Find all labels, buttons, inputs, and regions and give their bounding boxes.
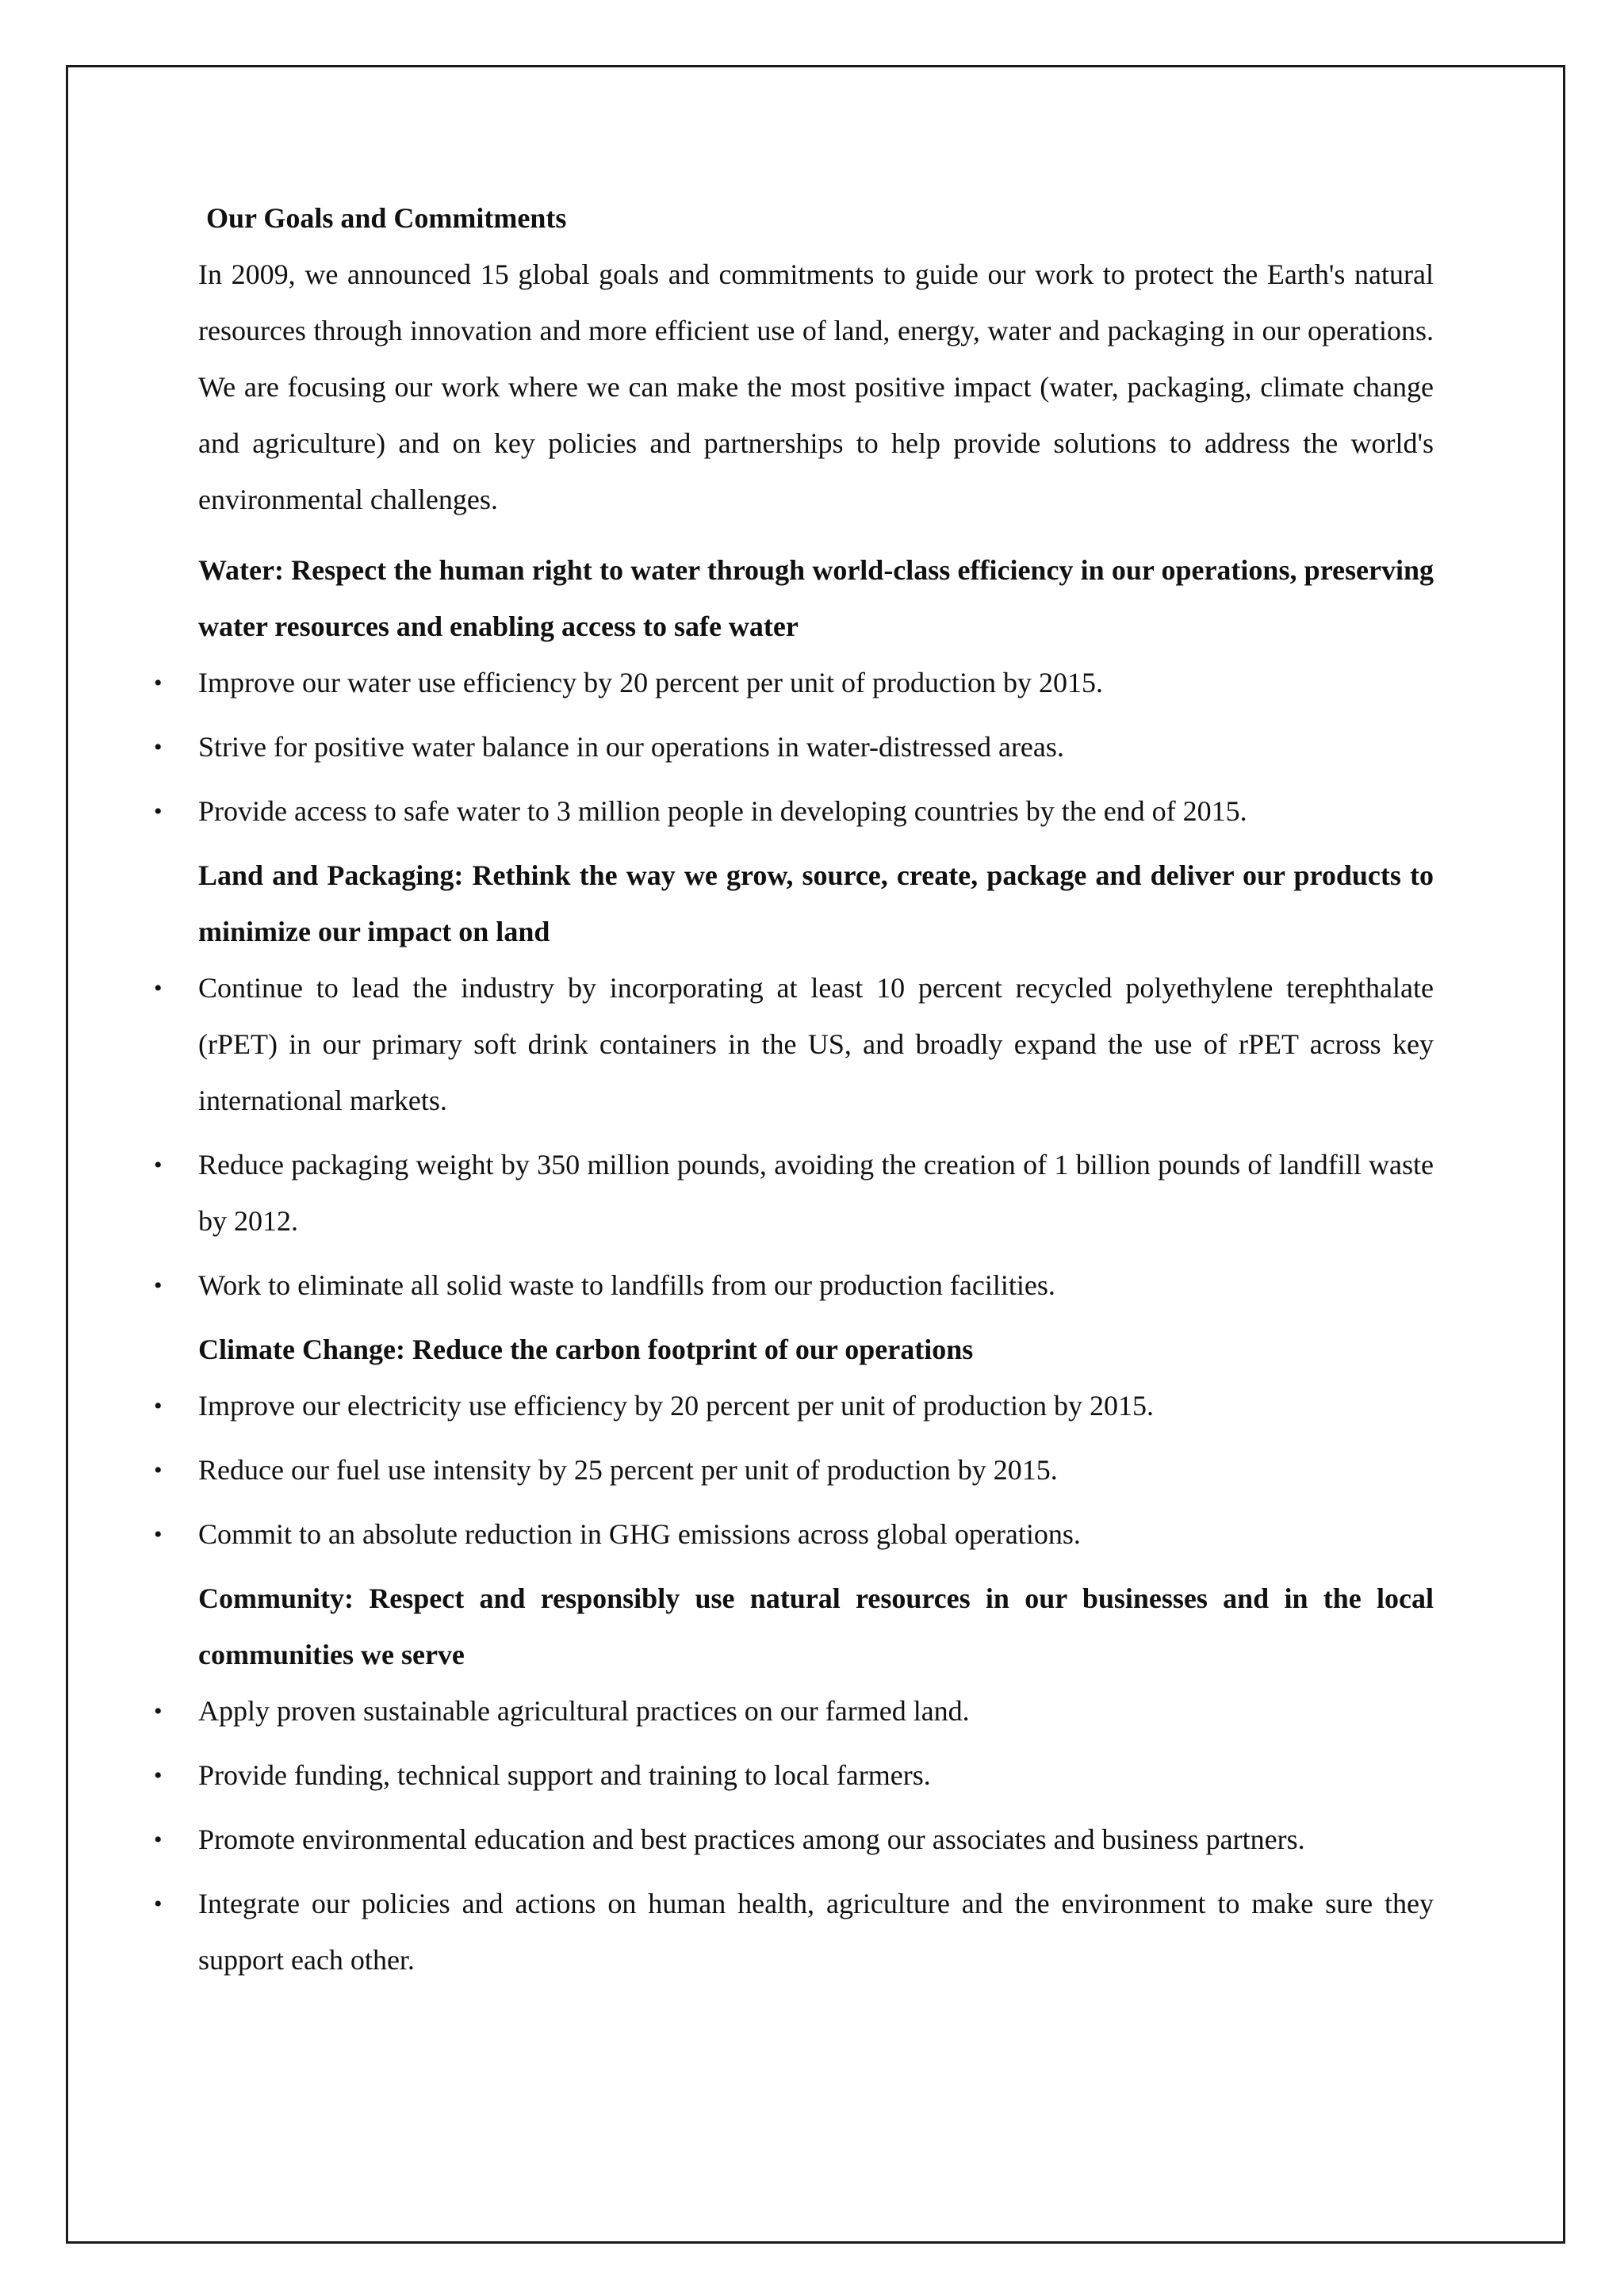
- bullet-dot: •: [154, 670, 163, 696]
- bullet-dot: •: [154, 1891, 163, 1917]
- section-heading-land-packaging: Land and Packaging: Rethink the way we grow, source, create, package and deliver our products to minimize our impact on land: [198, 859, 1434, 947]
- list-item: • Provide access to safe water to 3 million people in developing countries by the end of 2015.: [198, 783, 1434, 840]
- section-heading-climate-change: Climate Change: Reduce the carbon footprint of our operations: [198, 1334, 974, 1365]
- list-item: • Reduce packaging weight by 350 million pounds, avoiding the creation of 1 billion pounds of landfill waste by 2012.: [198, 1137, 1434, 1249]
- bullet-dot: •: [154, 1762, 163, 1789]
- list-item: • Promote environmental education and best practices among our associates and business partners.: [198, 1812, 1434, 1868]
- bullet-dot: •: [154, 1272, 163, 1299]
- bullet-list-community: [154, 1683, 1434, 1988]
- list-item: • Provide funding, technical support and training to local farmers.: [198, 1747, 1434, 1804]
- list-item: • Apply proven sustainable agricultural practices on our farmed land.: [198, 1683, 1434, 1739]
- bullet-dot: •: [154, 1827, 163, 1853]
- list-item: • Improve our water use efficiency by 20 percent per unit of production by 2015.: [198, 655, 1434, 711]
- bullet-dot: •: [154, 975, 163, 1001]
- bullet-dot: •: [154, 1457, 163, 1483]
- list-item: • Integrate our policies and actions on human health, agriculture and the environment to make sure they support each other.: [198, 1876, 1434, 1988]
- bullet-dot: •: [154, 734, 163, 760]
- bullet-dot: •: [154, 1393, 163, 1419]
- bullet-dot: •: [154, 1698, 163, 1724]
- bullet-dot: •: [154, 1521, 163, 1548]
- list-item: • Work to eliminate all solid waste to landfills from our production facilities.: [198, 1257, 1434, 1314]
- section-heading-water: Water: Respect the human right to water through world-class efficiency in our operations, preserving water resources and enabling access to safe water: [198, 554, 1434, 642]
- document-title: Our Goals and Commitments: [206, 202, 567, 234]
- document-body: [154, 190, 1434, 1996]
- bullet-list-land-packaging: [154, 960, 1434, 1314]
- list-item: • Continue to lead the industry by incorporating at least 10 percent recycled polyethylene terephthalate (rPET) in our primary soft drink containers in the US, and broadly expand the use of rPET across key international markets.: [198, 960, 1434, 1129]
- list-item: • Improve our electricity use efficiency by 20 percent per unit of production by 2015.: [198, 1378, 1434, 1434]
- bullet-list-water: [154, 655, 1434, 840]
- list-item: • Commit to an absolute reduction in GHG emissions across global operations.: [198, 1506, 1434, 1563]
- intro-paragraph: In 2009, we announced 15 global goals and commitments to guide our work to protect the Earth's natural resources through innovation and more efficient use of land, energy, water and packaging in our operations. We are focusing our work where we can make the most positive impact (water, packaging, climate change and agriculture) and on key policies and partnerships to help provide solutions to address the world's environmental challenges.: [198, 258, 1434, 515]
- bullet-list-climate-change: [154, 1378, 1434, 1563]
- list-item: • Strive for positive water balance in our operations in water-distressed areas.: [198, 719, 1434, 775]
- list-item: • Reduce our fuel use intensity by 25 percent per unit of production by 2015.: [198, 1442, 1434, 1498]
- section-heading-community: Community: Respect and responsibly use natural resources in our businesses and in the local communities we serve: [198, 1582, 1434, 1670]
- bullet-dot: •: [154, 1152, 163, 1178]
- bullet-dot: •: [154, 798, 163, 825]
